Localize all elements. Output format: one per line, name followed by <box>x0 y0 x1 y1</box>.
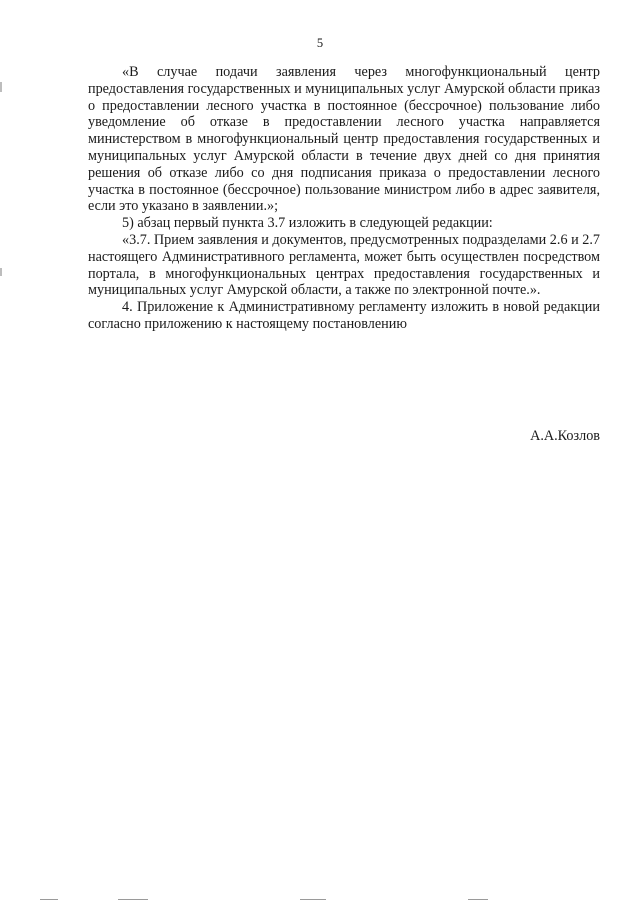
signature-name: А.А.Козлов <box>530 428 600 444</box>
scan-edge-mark <box>468 899 488 900</box>
paragraph-clause-3-7: «3.7. Прием заявления и документов, предусмотренных подразделами 2.6 и 2.7 настоящего Административного регламента, может быть осуществлен посредством портала, в многофункциональных центрах предоставления государственных и муниципальных услуг Амурской области, а также по электронной почте.». <box>88 231 600 299</box>
scan-edge-mark <box>300 899 326 900</box>
page-number: 5 <box>316 36 324 50</box>
scan-edge-mark <box>40 899 58 900</box>
paragraph-mfc-notification: «В случае подачи заявления через многофункциональный центр предоставления государственных и муниципальных услуг Амурской области приказ о предоставлении лесного участка в постоянное (бессрочное) пользование либо уведомление об отказе в предоставлении лесного участка направляется министерством в многофункциональный центр предоставления государственных и муниципальных услуг Амурской области в течение двух дней со дня принятия решения об отказе либо со дня подписания приказа о предоставлении лесного участка в постоянное (бессрочное) пользование министром либо в адрес заявителя, если это указано в заявлении.»; <box>88 64 600 215</box>
scan-edge-mark <box>0 268 2 276</box>
scan-edge-mark <box>118 899 148 900</box>
paragraph-item-4: 4. Приложение к Административному регламенту изложить в новой редакции согласно приложению к настоящему постановлению <box>88 299 600 332</box>
document-body <box>88 64 600 333</box>
scan-edge-mark <box>0 82 2 92</box>
paragraph-item-5: 5) абзац первый пункта 3.7 изложить в следующей редакции: <box>122 215 493 232</box>
